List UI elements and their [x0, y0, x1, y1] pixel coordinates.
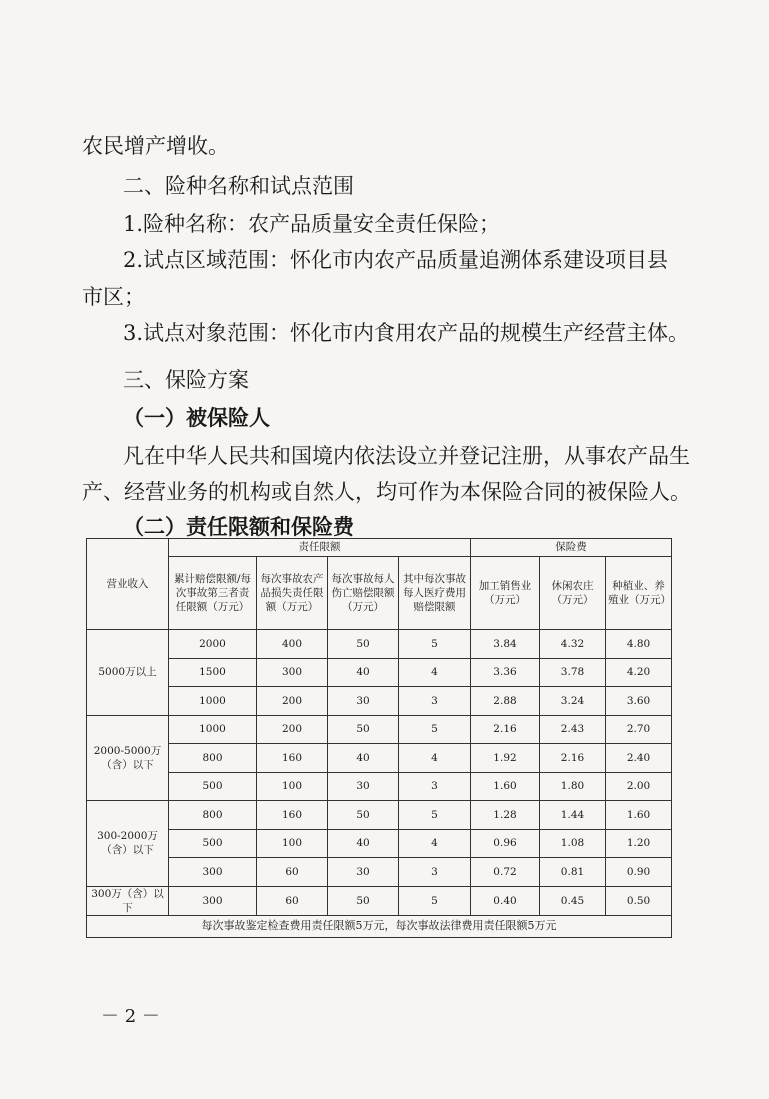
- table-cell: 5: [399, 630, 471, 659]
- table-cell: 160: [257, 801, 328, 830]
- income-cell: 2000-5000万（含）以下: [87, 715, 169, 801]
- table-cell: 4: [399, 744, 471, 773]
- table-cell: 0.45: [540, 886, 606, 915]
- table-cell: 500: [169, 829, 257, 858]
- list-item-2-cont: 市区；: [82, 285, 145, 309]
- income-cell: 5000万以上: [87, 630, 169, 716]
- table-cell: 40: [328, 829, 399, 858]
- body-line-2: 凡在中华人民共和国境内依法设立并登记注册，从事农产品生: [123, 444, 690, 468]
- table-row: [87, 829, 672, 858]
- table-cell: 3: [399, 772, 471, 801]
- table-cell: 30: [328, 858, 399, 887]
- table-cell: 300: [257, 658, 328, 687]
- table-cell: 30: [328, 687, 399, 716]
- table-cell: 1.60: [606, 801, 672, 830]
- table-cell: 4.80: [606, 630, 672, 659]
- table-cell: 800: [169, 744, 257, 773]
- list-item-2: 2.试点区域范围：怀化市内农产品质量追溯体系建设项目县: [123, 248, 669, 272]
- table-cell: 50: [328, 715, 399, 744]
- table-cell: 100: [257, 772, 328, 801]
- table-cell: 0.72: [471, 858, 540, 887]
- body-line-1: 农民增产增收。: [82, 134, 229, 158]
- table-cell: 2.16: [540, 744, 606, 773]
- table-cell: 0.81: [540, 858, 606, 887]
- table-row: [87, 630, 672, 659]
- table-cell: 60: [257, 886, 328, 915]
- section-heading-2: 二、险种名称和试点范围: [123, 174, 354, 198]
- subheader-medical-limit: 其中每次事故每人医疗费用赔偿限额: [399, 557, 471, 630]
- table-cell: 4: [399, 829, 471, 858]
- table-footnote: 每次事故鉴定检查费用责任限额5万元，每次事故法律费用责任限额5万元: [87, 915, 672, 937]
- table-cell: 200: [257, 687, 328, 716]
- table-cell: 0.90: [606, 858, 672, 887]
- table-cell: 100: [257, 829, 328, 858]
- table-cell: 1.60: [471, 772, 540, 801]
- table-cell: 2.70: [606, 715, 672, 744]
- table-cell: 2.43: [540, 715, 606, 744]
- table-cell: 500: [169, 772, 257, 801]
- table-cell: 300: [169, 886, 257, 915]
- table-cell: 0.50: [606, 886, 672, 915]
- table-cell: 5: [399, 801, 471, 830]
- table-row: [87, 687, 672, 716]
- page-number: － 2 －: [101, 1006, 160, 1027]
- header-liability: 责任限额: [169, 539, 471, 557]
- table-cell: 3.78: [540, 658, 606, 687]
- table-cell: 0.96: [471, 829, 540, 858]
- table-cell: 1000: [169, 687, 257, 716]
- table-cell: 5: [399, 715, 471, 744]
- income-cell: 300万（含）以下: [87, 886, 169, 915]
- table-cell: 1000: [169, 715, 257, 744]
- table-cell: 3: [399, 687, 471, 716]
- table-cell: 1.44: [540, 801, 606, 830]
- table-cell: 160: [257, 744, 328, 773]
- table-cell: 800: [169, 801, 257, 830]
- table-cell: 4.32: [540, 630, 606, 659]
- table-cell: 3.36: [471, 658, 540, 687]
- table-cell: 40: [328, 744, 399, 773]
- section-heading-3: 三、保险方案: [123, 368, 249, 392]
- subheader-planting-breeding: 种植业、养殖业（万元）: [606, 557, 672, 630]
- subheader-processing-sales: 加工销售业（万元）: [471, 557, 540, 630]
- table-cell: 3.24: [540, 687, 606, 716]
- table-cell: 30: [328, 772, 399, 801]
- table-cell: 2.40: [606, 744, 672, 773]
- subheader-product-loss-limit: 每次事故农产品损失责任限额（万元）: [257, 557, 328, 630]
- table-cell: 3.60: [606, 687, 672, 716]
- table-cell: 1.28: [471, 801, 540, 830]
- table-cell: 50: [328, 630, 399, 659]
- table-cell: 50: [328, 886, 399, 915]
- table-row: [87, 658, 672, 687]
- table-cell: 2.16: [471, 715, 540, 744]
- table-cell: 60: [257, 858, 328, 887]
- table-row: [87, 744, 672, 773]
- insurance-table: [86, 538, 672, 938]
- table-cell: 4.20: [606, 658, 672, 687]
- table-cell: 2.88: [471, 687, 540, 716]
- subsection-heading-1: （一）被保险人: [123, 406, 270, 430]
- table-cell: 1.08: [540, 829, 606, 858]
- table-row: [87, 886, 672, 915]
- table-cell: 2.00: [606, 772, 672, 801]
- table-cell: 2000: [169, 630, 257, 659]
- subheader-leisure-farm: 休闲农庄（万元）: [540, 557, 606, 630]
- subsection-heading-2: （二）责任限额和保险费: [123, 515, 354, 539]
- list-item-1: 1.险种名称：农产品质量安全责任保险；: [123, 212, 501, 236]
- table-cell: 3: [399, 858, 471, 887]
- table-row: [87, 772, 672, 801]
- header-premium: 保险费: [471, 539, 672, 557]
- table-cell: 400: [257, 630, 328, 659]
- table-cell: 1.92: [471, 744, 540, 773]
- table-cell: 5: [399, 886, 471, 915]
- table-row: [87, 715, 672, 744]
- table-cell: 0.40: [471, 886, 540, 915]
- table-cell: 50: [328, 801, 399, 830]
- table-cell: 300: [169, 858, 257, 887]
- table-cell: 1.80: [540, 772, 606, 801]
- subheader-cumulative-limit: 累计赔偿限额/每次事故第三者责任限额（万元）: [169, 557, 257, 630]
- body-line-3: 产、经营业务的机构或自然人，均可作为本保险合同的被保险人。: [82, 480, 691, 504]
- list-item-3: 3.试点对象范围：怀化市内食用农产品的规模生产经营主体。: [123, 321, 690, 345]
- table-cell: 200: [257, 715, 328, 744]
- table-cell: 40: [328, 658, 399, 687]
- table-cell: 1.20: [606, 829, 672, 858]
- table-cell: 1500: [169, 658, 257, 687]
- table-cell: 3.84: [471, 630, 540, 659]
- table-row: [87, 801, 672, 830]
- header-income: 营业收入: [87, 539, 169, 630]
- table-cell: 4: [399, 658, 471, 687]
- income-cell: 300-2000万（含）以下: [87, 801, 169, 887]
- subheader-injury-limit: 每次事故每人伤亡赔偿限额（万元）: [328, 557, 399, 630]
- table-row: [87, 858, 672, 887]
